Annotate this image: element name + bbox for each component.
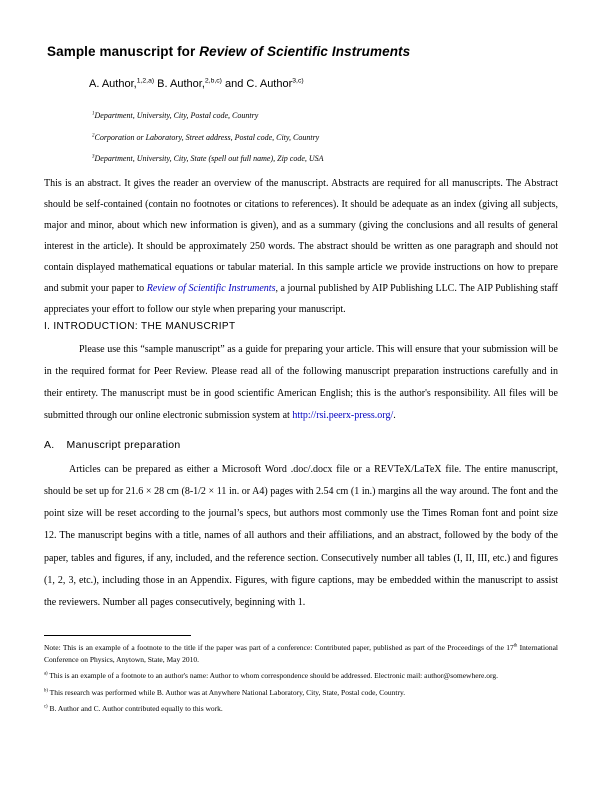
affiliation-line-3 (92, 148, 558, 170)
section-heading-introduction (44, 320, 558, 333)
superscript: 1,2,a) (136, 77, 155, 85)
text-run: Articles can be prepared as either a Microsoft Word .doc/.docx file or a REVTeX/LaTeX file. The entire manuscript, should be set up for 21.6 × 28 cm (8-1/2 × 11 in. or A4) pages with 2.54 cm (1 in.) margins all the way around. The font and the point size will be reset according to the journal’s specs, but authors most commonly use the Times Roman font and point size 12. The manuscript begins with a title, names of all authors and their affiliations, and an abstract, followed by the body of the paper, tables and figures, if any, included, and the reference section. Consecutively number all tables (I, II, III, etc.) and figures (1, 2, 3, etc.), including those in an Appendix. Figures, with figure captions, may be embedded within the manuscript to assist the reviewers. Number all pages consecutively, beginning with 1. (44, 463, 558, 609)
subsection-letter: A. (44, 438, 55, 451)
manuscript-preparation-paragraph (44, 459, 558, 615)
text-run: This is an example of a footnote to an author's name: Author to whom correspondence should be addressed. Electronic mail: author@somewhere.org. (47, 671, 498, 681)
introduction-paragraph (44, 339, 558, 427)
journal-name: Review of Scientific Instruments (199, 44, 411, 59)
subsection-label: Manuscript preparation (66, 438, 181, 451)
text-run: This research was performed while B. Author was at Anywhere National Laboratory, City, State, Postal code, Country. (47, 687, 406, 697)
subsection-heading-manuscript-preparation (44, 439, 558, 452)
superscript: b) (44, 688, 48, 694)
text-run: A. Author, (89, 78, 137, 90)
text-run: This is an abstract. It gives the reader an overview of the manuscript. Abstracts are required for all manuscripts. The Abstract should be self-contained (contain no footnotes or citations to references). It should be adequate as an index (giving all subjects, major and minor, about which new information is given), and as a summary (giving the conclusions and all results of general interest in the article). It should be approximately 250 words. The abstract should be written as one paragraph and should not contain displayed mathematical equations or tabular material. In this sample article we provide instructions on how to prepare and submit your paper to (44, 177, 558, 294)
superscript: c) (44, 704, 48, 710)
manuscript-title (47, 44, 558, 60)
text-run: and C. Author (221, 78, 293, 90)
superscript: 3,c) (292, 77, 304, 85)
authors-line (89, 77, 558, 92)
page-content (44, 0, 558, 715)
section-number: I. (44, 320, 51, 332)
title-text: Sample manuscript for (47, 44, 200, 59)
text-run: B. Author, (154, 78, 205, 90)
text-run: Department, University, City, State (spell out full name), Zip code, USA (94, 154, 324, 163)
footnote-c (44, 703, 558, 715)
hyperlink-url[interactable]: http://rsi.peerx-press.org/ (292, 409, 394, 421)
footnote-separator (44, 635, 191, 636)
superscript: 2,b,c) (204, 77, 222, 85)
abstract-paragraph (44, 173, 558, 320)
text-run: International Conference on Physics, Anytown, State, May 2010. (44, 642, 558, 664)
text-run: , a journal published by AIP Publishing LLC. The AIP Publishing staff appreciates your effort to follow our style when preparing your manuscript. (44, 282, 558, 315)
affiliation-line-2 (92, 127, 558, 149)
text-run: . (393, 409, 396, 421)
text-run: B. Author and C. Author contributed equally to this work. (47, 704, 223, 714)
footnote-note (44, 642, 558, 666)
footnote-b (44, 687, 558, 699)
footnote-a (44, 670, 558, 682)
affiliations-block (92, 105, 558, 170)
superscript: 2 (92, 132, 95, 138)
section-label: INTRODUCTION: THE MANUSCRIPT (53, 320, 236, 332)
text-run: Department, University, City, Postal code, Country (94, 111, 259, 120)
superscript: a) (44, 671, 48, 677)
superscript: 3 (92, 154, 95, 160)
text-run: Please use this “sample manuscript” as a guide for preparing your article. This will ensure that your submission will be in the required format for Peer Review. Please read all of the following manuscript preparation instructions carefully and in their entirety. The manuscript must be in good scientific American English; this is the author's responsibility. All files will be submitted through our online electronic submission system at (44, 343, 558, 421)
journal-title-link[interactable]: Review of Scientific Instruments (146, 282, 276, 294)
text-run: Corporation or Laboratory, Street address, Postal code, City, Country (94, 132, 320, 142)
superscript: th (513, 643, 518, 649)
superscript: 1 (92, 111, 95, 117)
text-run: Note: This is an example of a footnote to the title if the paper was part of a conference: Contributed paper, published as part of the Proceedings of the 17 (44, 642, 514, 652)
affiliation-line-1 (92, 105, 558, 127)
footnotes-block (44, 642, 558, 716)
